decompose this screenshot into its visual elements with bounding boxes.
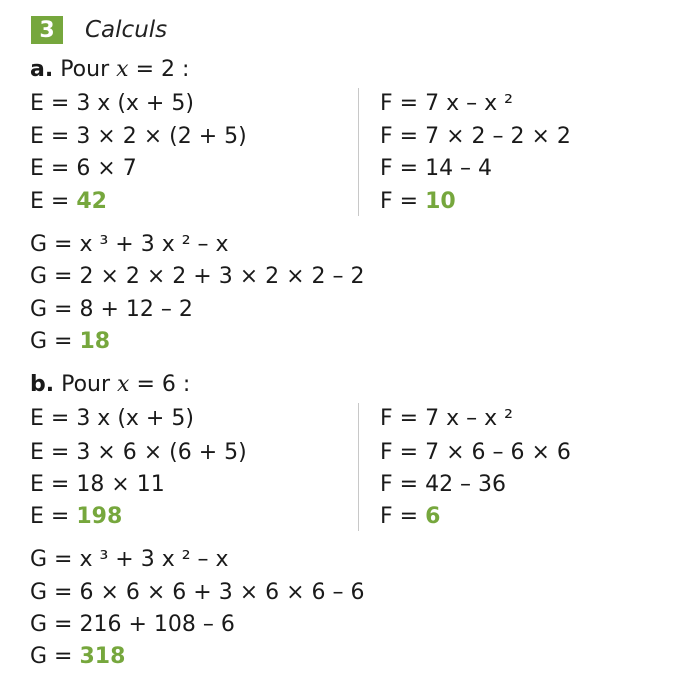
column-divider — [358, 403, 359, 531]
result-line: F = 10 — [380, 189, 456, 214]
formula-line: E = 3 × 2 × (2 + 5) — [30, 124, 247, 149]
result-line: E = 42 — [30, 189, 107, 214]
formula-line: G = 2 × 2 × 2 + 3 × 2 × 2 – 2 — [30, 264, 365, 289]
formula-line: F = 14 – 4 — [380, 156, 493, 181]
result-line: G = 18 — [30, 329, 111, 354]
formula-line: G = 6 × 6 × 6 + 3 × 6 × 6 – 6 — [30, 580, 365, 605]
variable: x — [117, 372, 130, 397]
formula-line: E = 3 x (x + 5) — [30, 91, 194, 116]
part-a-heading — [30, 56, 189, 84]
part-letter: b. — [30, 372, 55, 397]
formula-line: E = 6 × 7 — [30, 156, 137, 181]
formula-line: G = x ³ + 3 x ² – x — [30, 547, 229, 572]
result-value: 10 — [425, 189, 456, 214]
result-value: 198 — [76, 504, 123, 529]
result-value: 6 — [425, 504, 441, 529]
column-divider — [358, 88, 359, 216]
exercise-number-badge: 3 — [31, 16, 63, 44]
formula-line: F = 7 x – x ² — [380, 91, 513, 116]
result-value: 18 — [79, 329, 111, 354]
variable: x — [116, 57, 129, 82]
part-intro: Pour — [60, 57, 110, 82]
formula-line: E = 3 × 6 × (6 + 5) — [30, 440, 247, 465]
part-b-heading — [30, 371, 190, 399]
result-line: E = 198 — [30, 504, 123, 529]
part-intro: Pour — [61, 372, 111, 397]
formula-line: F = 42 – 36 — [380, 472, 507, 497]
formula-line: F = 7 × 6 – 6 × 6 — [380, 440, 571, 465]
formula-line: G = x ³ + 3 x ² – x — [30, 232, 229, 257]
formula-line: F = 7 × 2 – 2 × 2 — [380, 124, 571, 149]
formula-line: E = 18 × 11 — [30, 472, 165, 497]
formula-line: G = 216 + 108 – 6 — [30, 612, 235, 637]
result-value: 318 — [79, 644, 126, 669]
result-line: F = 6 — [380, 504, 441, 529]
result-value: 42 — [76, 189, 107, 214]
formula-line: F = 7 x – x ² — [380, 406, 513, 431]
formula-line: G = 8 + 12 – 2 — [30, 297, 193, 322]
part-value: = 6 : — [136, 372, 191, 397]
part-value: = 2 : — [135, 57, 190, 82]
part-letter: a. — [30, 57, 54, 82]
formula-line: E = 3 x (x + 5) — [30, 406, 194, 431]
result-line: G = 318 — [30, 644, 126, 669]
exercise-title: Calculs — [85, 17, 168, 43]
exercise-header — [31, 16, 167, 44]
